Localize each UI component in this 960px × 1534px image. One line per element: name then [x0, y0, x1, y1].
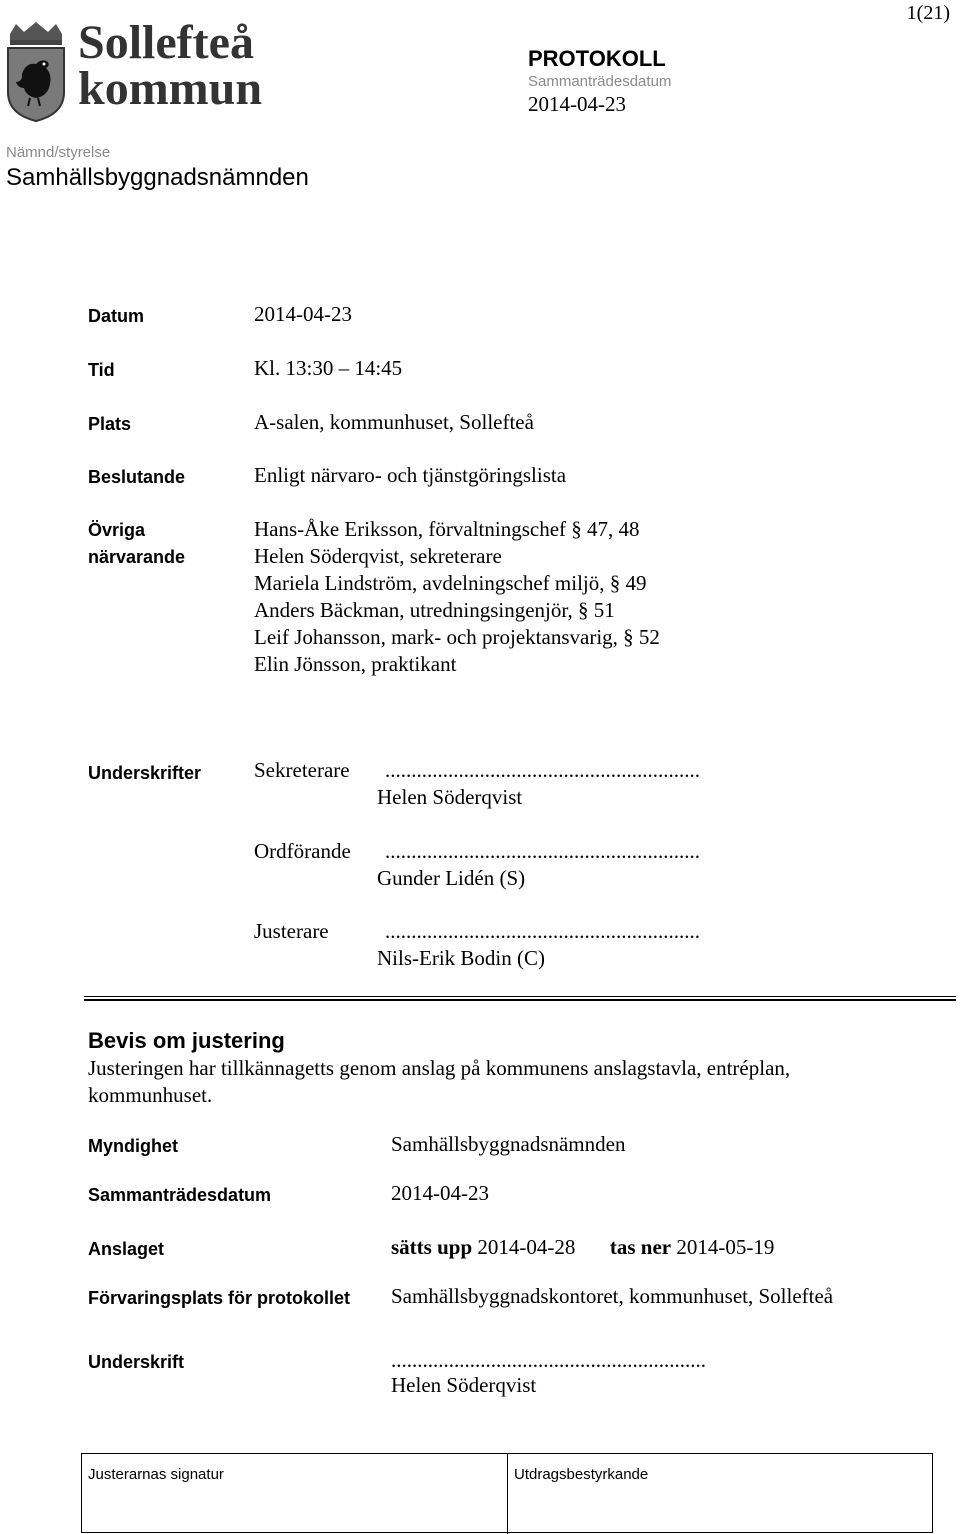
forvaring-value: Samhällsbyggnadskontoret, kommunhuset, Sollefteå	[391, 1284, 834, 1308]
ovriga-item: Elin Jönsson, praktikant	[254, 652, 457, 676]
narvarande-label: närvarande	[88, 547, 186, 567]
tas-ner-date: 2014-05-19	[676, 1235, 775, 1259]
sammantradesdatum-label: Sammanträdesdatum	[88, 1185, 272, 1205]
underskrift-name: Helen Söderqvist	[391, 1373, 537, 1397]
sig-name: Nils-Erik Bodin (C)	[377, 946, 545, 970]
myndighet-label: Myndighet	[88, 1136, 178, 1156]
sig-name: Helen Söderqvist	[377, 785, 523, 809]
underskrift-label: Underskrift	[88, 1352, 185, 1372]
anslaget-label: Anslaget	[88, 1239, 165, 1259]
ovriga-list	[254, 516, 660, 678]
plats-value: A-salen, kommunhuset, Sollefteå	[254, 410, 534, 434]
beslutande-label: Beslutande	[88, 467, 186, 487]
beslutande-value: Enligt närvaro- och tjänstgöringslista	[254, 463, 567, 487]
bevis-text-line-1: Justeringen har tillkännagetts genom anslag på kommunens anslagstavla, entréplan,	[88, 1056, 791, 1080]
sig-line: ............................................................	[385, 919, 700, 943]
logo-wordmark	[78, 16, 298, 115]
board-label: Nämnd/styrelse	[6, 144, 111, 161]
forvaring-label: Förvaringsplats för protokollet	[88, 1288, 351, 1308]
anslaget-value	[391, 1235, 774, 1260]
tas-ner-label: tas ner	[609, 1235, 672, 1259]
coat-of-arms-icon	[4, 22, 68, 122]
sig-role-ordforande: Ordförande	[254, 839, 351, 863]
datum-label: Datum	[88, 306, 145, 326]
satts-upp-label: sätts upp	[391, 1235, 473, 1259]
divider-top	[84, 996, 956, 997]
satts-upp-date: 2014-04-28	[477, 1235, 576, 1259]
page-number: 1(21)	[906, 2, 950, 24]
divider-bottom	[84, 999, 956, 1001]
datum-value: 2014-04-23	[254, 302, 352, 326]
plats-label: Plats	[88, 414, 132, 434]
header-date-label: Sammanträdesdatum	[528, 73, 672, 90]
header-date: 2014-04-23	[528, 92, 626, 116]
ovriga-item: Leif Johansson, mark- och projektansvarig, § 52	[254, 625, 660, 649]
logo-line-1: Sollefteå	[78, 16, 254, 69]
underskrift-line: ............................................................	[391, 1348, 706, 1372]
doc-type: PROTOKOLL	[528, 46, 666, 71]
board-name: Samhällsbyggnadsnämnden	[6, 164, 309, 191]
footer-table	[81, 1453, 933, 1533]
logo-line-2: kommun	[78, 62, 263, 115]
sig-name: Gunder Lidén (S)	[377, 866, 526, 890]
sig-line: ............................................................	[385, 758, 700, 782]
ovriga-item: Mariela Lindström, avdelningschef miljö, § 49	[254, 571, 647, 595]
ovriga-item: Hans-Åke Eriksson, förvaltningschef § 47, 48	[254, 517, 640, 541]
footer-divider	[507, 1454, 508, 1534]
footer-justerarnas-signatur: Justerarnas signatur	[88, 1466, 224, 1483]
footer-utdragsbestyrkande: Utdragsbestyrkande	[514, 1466, 649, 1483]
ovriga-item: Anders Bäckman, utredningsingenjör, § 51	[254, 598, 615, 622]
sig-role-sekreterare: Sekreterare	[254, 758, 350, 782]
tid-value: Kl. 13:30 – 14:45	[254, 356, 403, 380]
underskrifter-label: Underskrifter	[88, 763, 202, 783]
sammantradesdatum-value: 2014-04-23	[391, 1181, 489, 1205]
bevis-title: Bevis om justering	[88, 1028, 285, 1053]
ovriga-item: Helen Söderqvist, sekreterare	[254, 544, 502, 568]
sig-line: ............................................................	[385, 839, 700, 863]
ovriga-label: Övriga	[88, 520, 146, 540]
sig-role-justerare: Justerare	[254, 919, 329, 943]
bevis-text-line-2: kommunhuset.	[88, 1083, 213, 1107]
tid-label: Tid	[88, 360, 115, 380]
myndighet-value: Samhällsbyggnadsnämnden	[391, 1132, 626, 1156]
